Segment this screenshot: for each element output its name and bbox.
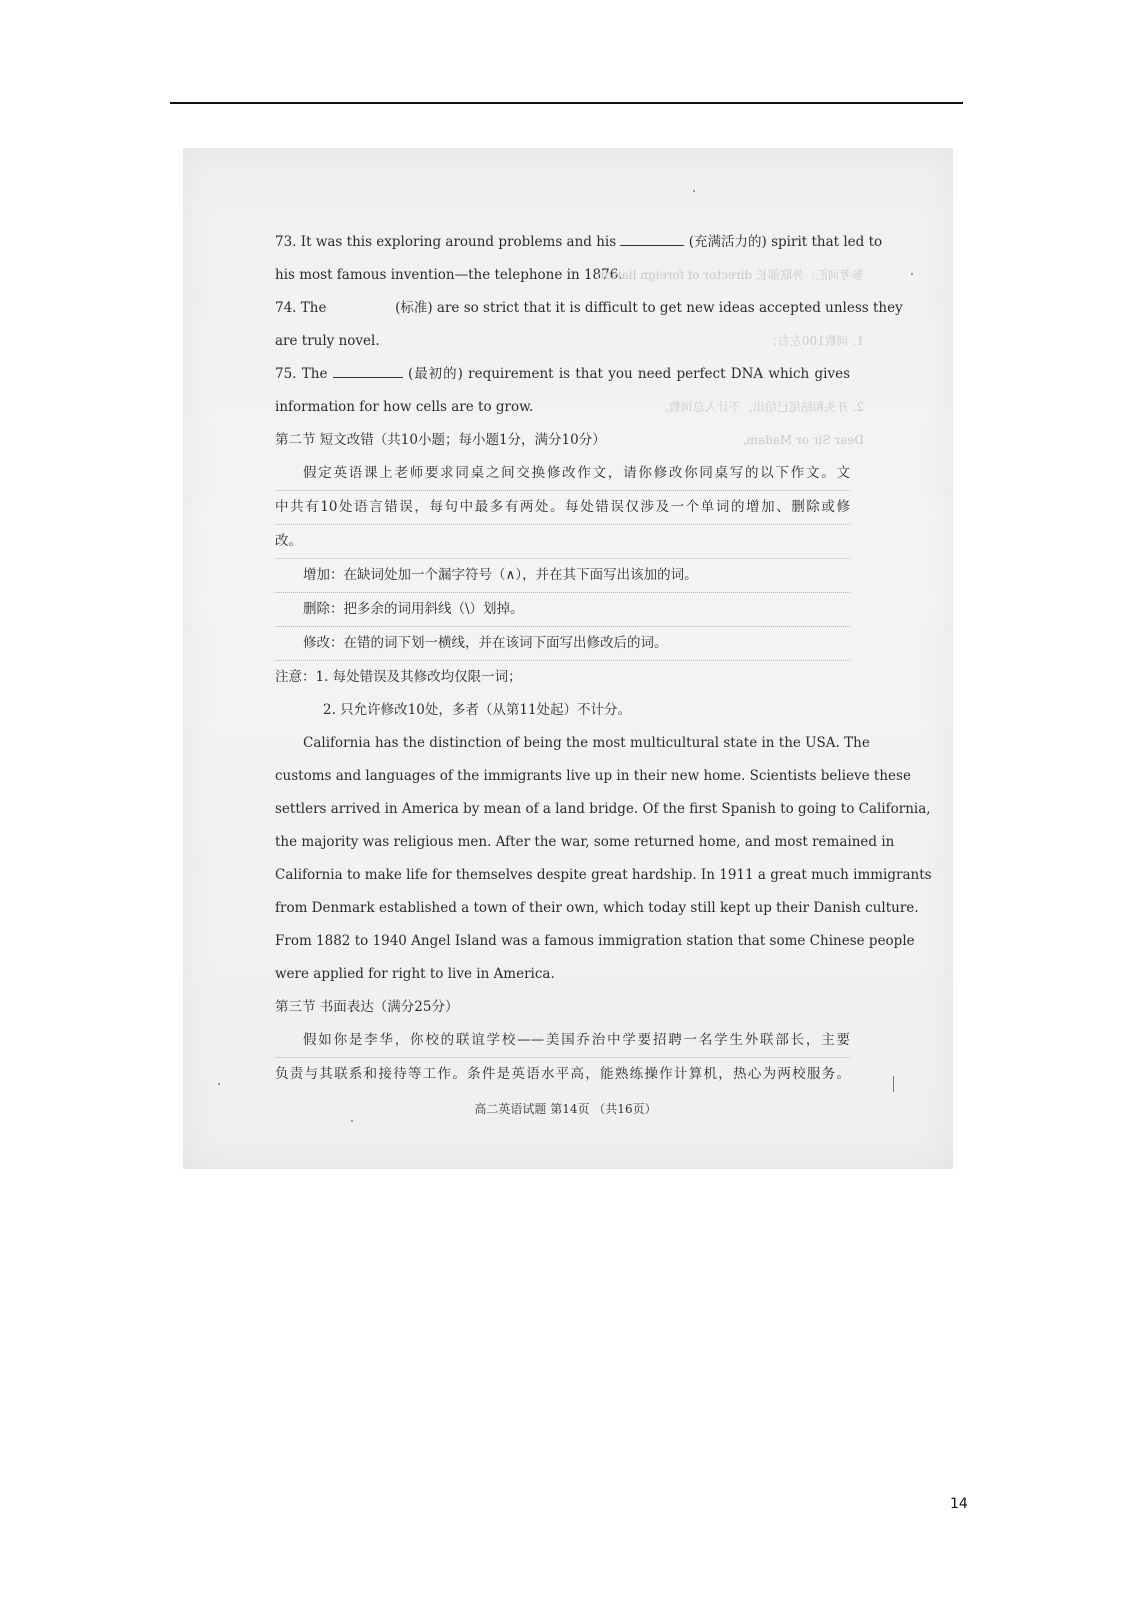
answer-blank[interactable] xyxy=(620,227,684,246)
note-1: 注意：1. 每处错误及其修改均仅限一词； xyxy=(275,669,522,685)
question-75 xyxy=(275,358,850,391)
page-number: 14 xyxy=(950,1496,968,1512)
question-73 xyxy=(275,226,883,259)
question-text: are so strict that it is difficult to get new ideas accepted unless they xyxy=(436,300,903,316)
passage-line: From 1882 to 1940 Angel Island was a famous immigration station that some Chinese people xyxy=(275,933,915,949)
question-74 xyxy=(275,292,903,325)
passage-line: customs and languages of the immigrants live up in their new home. Scientists believe these xyxy=(275,768,911,784)
answer-blank[interactable] xyxy=(331,293,391,312)
header-rule xyxy=(170,102,963,104)
rule-delete: 删除：把多余的词用斜线（\）划掉。 xyxy=(275,593,850,627)
scan-speck xyxy=(218,1083,220,1085)
question-text: The xyxy=(300,300,327,316)
question-73-continuation: his most famous invention—the telephone in 1876. 参考词汇：外联部长 director of foreign liaison xyxy=(275,259,850,292)
question-text: spirit that led to xyxy=(771,234,883,250)
rule-modify: 修改：在错的词下划一横线，并在该词下面写出修改后的词。 xyxy=(275,627,850,661)
rule-add: 增加：在缺词处加一个漏字符号（∧），并在其下面写出该加的词。 xyxy=(275,559,850,593)
scan-speck xyxy=(693,190,695,192)
scan-speck xyxy=(351,1120,353,1122)
writing-prompt-line: 负责与其联系和接待等工作。条件是英语水平高，能熟练操作计算机，热心为两校服务。 xyxy=(275,1066,850,1082)
question-75-continuation: information for how cells are to grow. 2. 开头和结尾已给出，不计入总词数。 xyxy=(275,391,850,424)
section-heading-error-correction: 第二节 短文改错（共10小题；每小题1分，满分10分） Dear Sir or Madam, xyxy=(275,424,850,457)
question-hint: (充满活力的) xyxy=(688,234,767,250)
show-through-text: 1. 词数100左右； xyxy=(765,334,864,348)
passage-line: settlers arrived in America by mean of a land bridge. Of the first Spanish to going to California, xyxy=(275,801,931,817)
question-text: The xyxy=(301,366,328,382)
question-number: 75. xyxy=(275,366,297,382)
passage-line: were applied for right to live in America. xyxy=(275,966,555,982)
passage-line: from Denmark established a town of their own, which today still kept up their Danish culture. xyxy=(275,900,919,916)
scan-mark xyxy=(893,1076,894,1092)
question-text: It was this exploring around problems and his xyxy=(300,234,617,250)
writing-prompt-line: 假如你是李华，你校的联谊学校——美国乔治中学要招聘一名学生外联部长，主要 xyxy=(275,1024,850,1058)
question-text: requirement is that you need perfect DNA which gives xyxy=(468,366,851,382)
note-2: 2. 只允许修改10处，多者（从第11处起）不计分。 xyxy=(323,702,632,718)
show-through-text: 参考词汇：外联部长 director of foreign liaison xyxy=(596,268,864,282)
answer-blank[interactable] xyxy=(333,359,403,378)
show-through-text: Dear Sir or Madam, xyxy=(742,433,864,447)
question-hint: (最初的) xyxy=(407,366,463,382)
show-through-text: 2. 开头和结尾已给出，不计入总词数。 xyxy=(656,400,864,414)
passage-line: California to make life for themselves despite great hardship. In 1911 a great much immigrants xyxy=(275,867,932,883)
question-hint: (标准) xyxy=(395,300,433,316)
instruction-line: 中共有10处语言错误，每句中最多有两处。每处错误仅涉及一个单词的增加、删除或修 xyxy=(275,491,850,525)
question-74-continuation: are truly novel. 1. 词数100左右； xyxy=(275,325,850,358)
question-number: 74. xyxy=(275,300,297,316)
instruction-line: 改。 xyxy=(275,525,850,559)
question-number: 73. xyxy=(275,234,297,250)
instruction-line: 假定英语课上老师要求同桌之间交换修改作文，请你修改你同桌写的以下作文。文 xyxy=(275,457,850,491)
passage-line: California has the distinction of being the most multicultural state in the USA. The xyxy=(303,735,870,751)
exam-footer: 高二英语试题 第14页 （共16页） xyxy=(474,1102,657,1116)
passage-line: the majority was religious men. After the war, some returned home, and most remained in xyxy=(275,834,895,850)
section-heading-writing: 第三节 书面表达（满分25分） xyxy=(275,999,459,1015)
exam-content xyxy=(275,226,932,1091)
scan-speck xyxy=(911,273,913,275)
